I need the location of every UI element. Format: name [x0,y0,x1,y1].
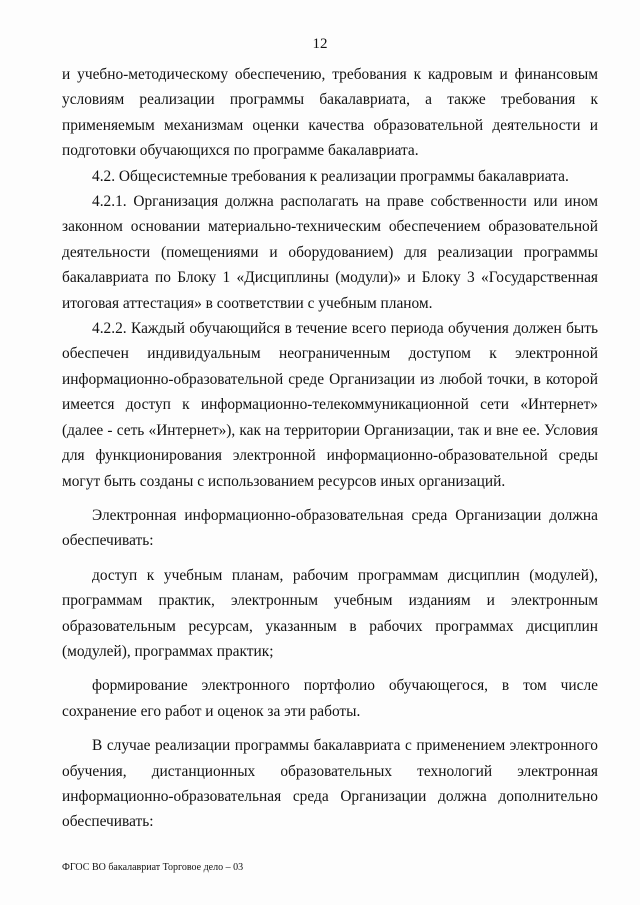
document-body [62,62,598,835]
paragraph-portfolio-item: формирование электронного портфолио обучающегося, в том числе сохранение его работ и оценок за эти работы. [62,677,598,720]
paragraph-4-2-2: 4.2.2. Каждый обучающийся в течение всего периода обучения должен быть обеспечен индивидуальным неограниченным доступом к электронной информационно-образовательной среде Организации из любой точки, в которой имеется доступ к информационно-телекоммуникационной сети «Интернет» (далее - сеть «Интернет»), как на территории Организации, так и вне ее. Условия для функционирования электронной информационно-образовательной среды могут быть созданы с использованием ресурсов иных организаций. [62,320,598,490]
page-footer: ФГОС ВО бакалавриат Торговое дело – 03 [62,862,244,873]
paragraph-distance-learning: В случае реализации программы бакалавриата с применением электронного обучения, дистанционных образовательных технологий электронная информационно-образовательная среда Организации должна дополнительно обеспечивать: [62,737,598,831]
paragraph-4-2-1: 4.2.1. Организация должна располагать на праве собственности или ином законном основании материально-техническим обеспечением образовательной деятельности (помещениями и оборудованием) для реализации программы бакалавриата по Блоку 1 «Дисциплины (модули)» и Блоку 3 «Государственная итоговая аттестация» в соответствии с учебным планом. [62,193,598,312]
section-heading-4-2: 4.2. Общесистемные требования к реализации программы бакалавриата. [92,167,569,185]
paragraph-continuation: и учебно-методическому обеспечению, требования к кадровым и финансовым условиям реализации программы бакалавриата, а также требования к применяемым механизмам оценки качества образовательной деятельности и подготовки обучающихся по программе бакалавриата. [62,66,598,160]
paragraph-access-item: доступ к учебным планам, рабочим программам дисциплин (модулей), программам практик, электронным учебным изданиям и электронным образовательным ресурсам, указанным в рабочих программах дисциплин (модулей), программах практик; [62,566,598,660]
page-number: 12 [312,36,328,52]
paragraph-environment-requirements: Электронная информационно-образовательная среда Организации должна обеспечивать: [62,506,598,550]
